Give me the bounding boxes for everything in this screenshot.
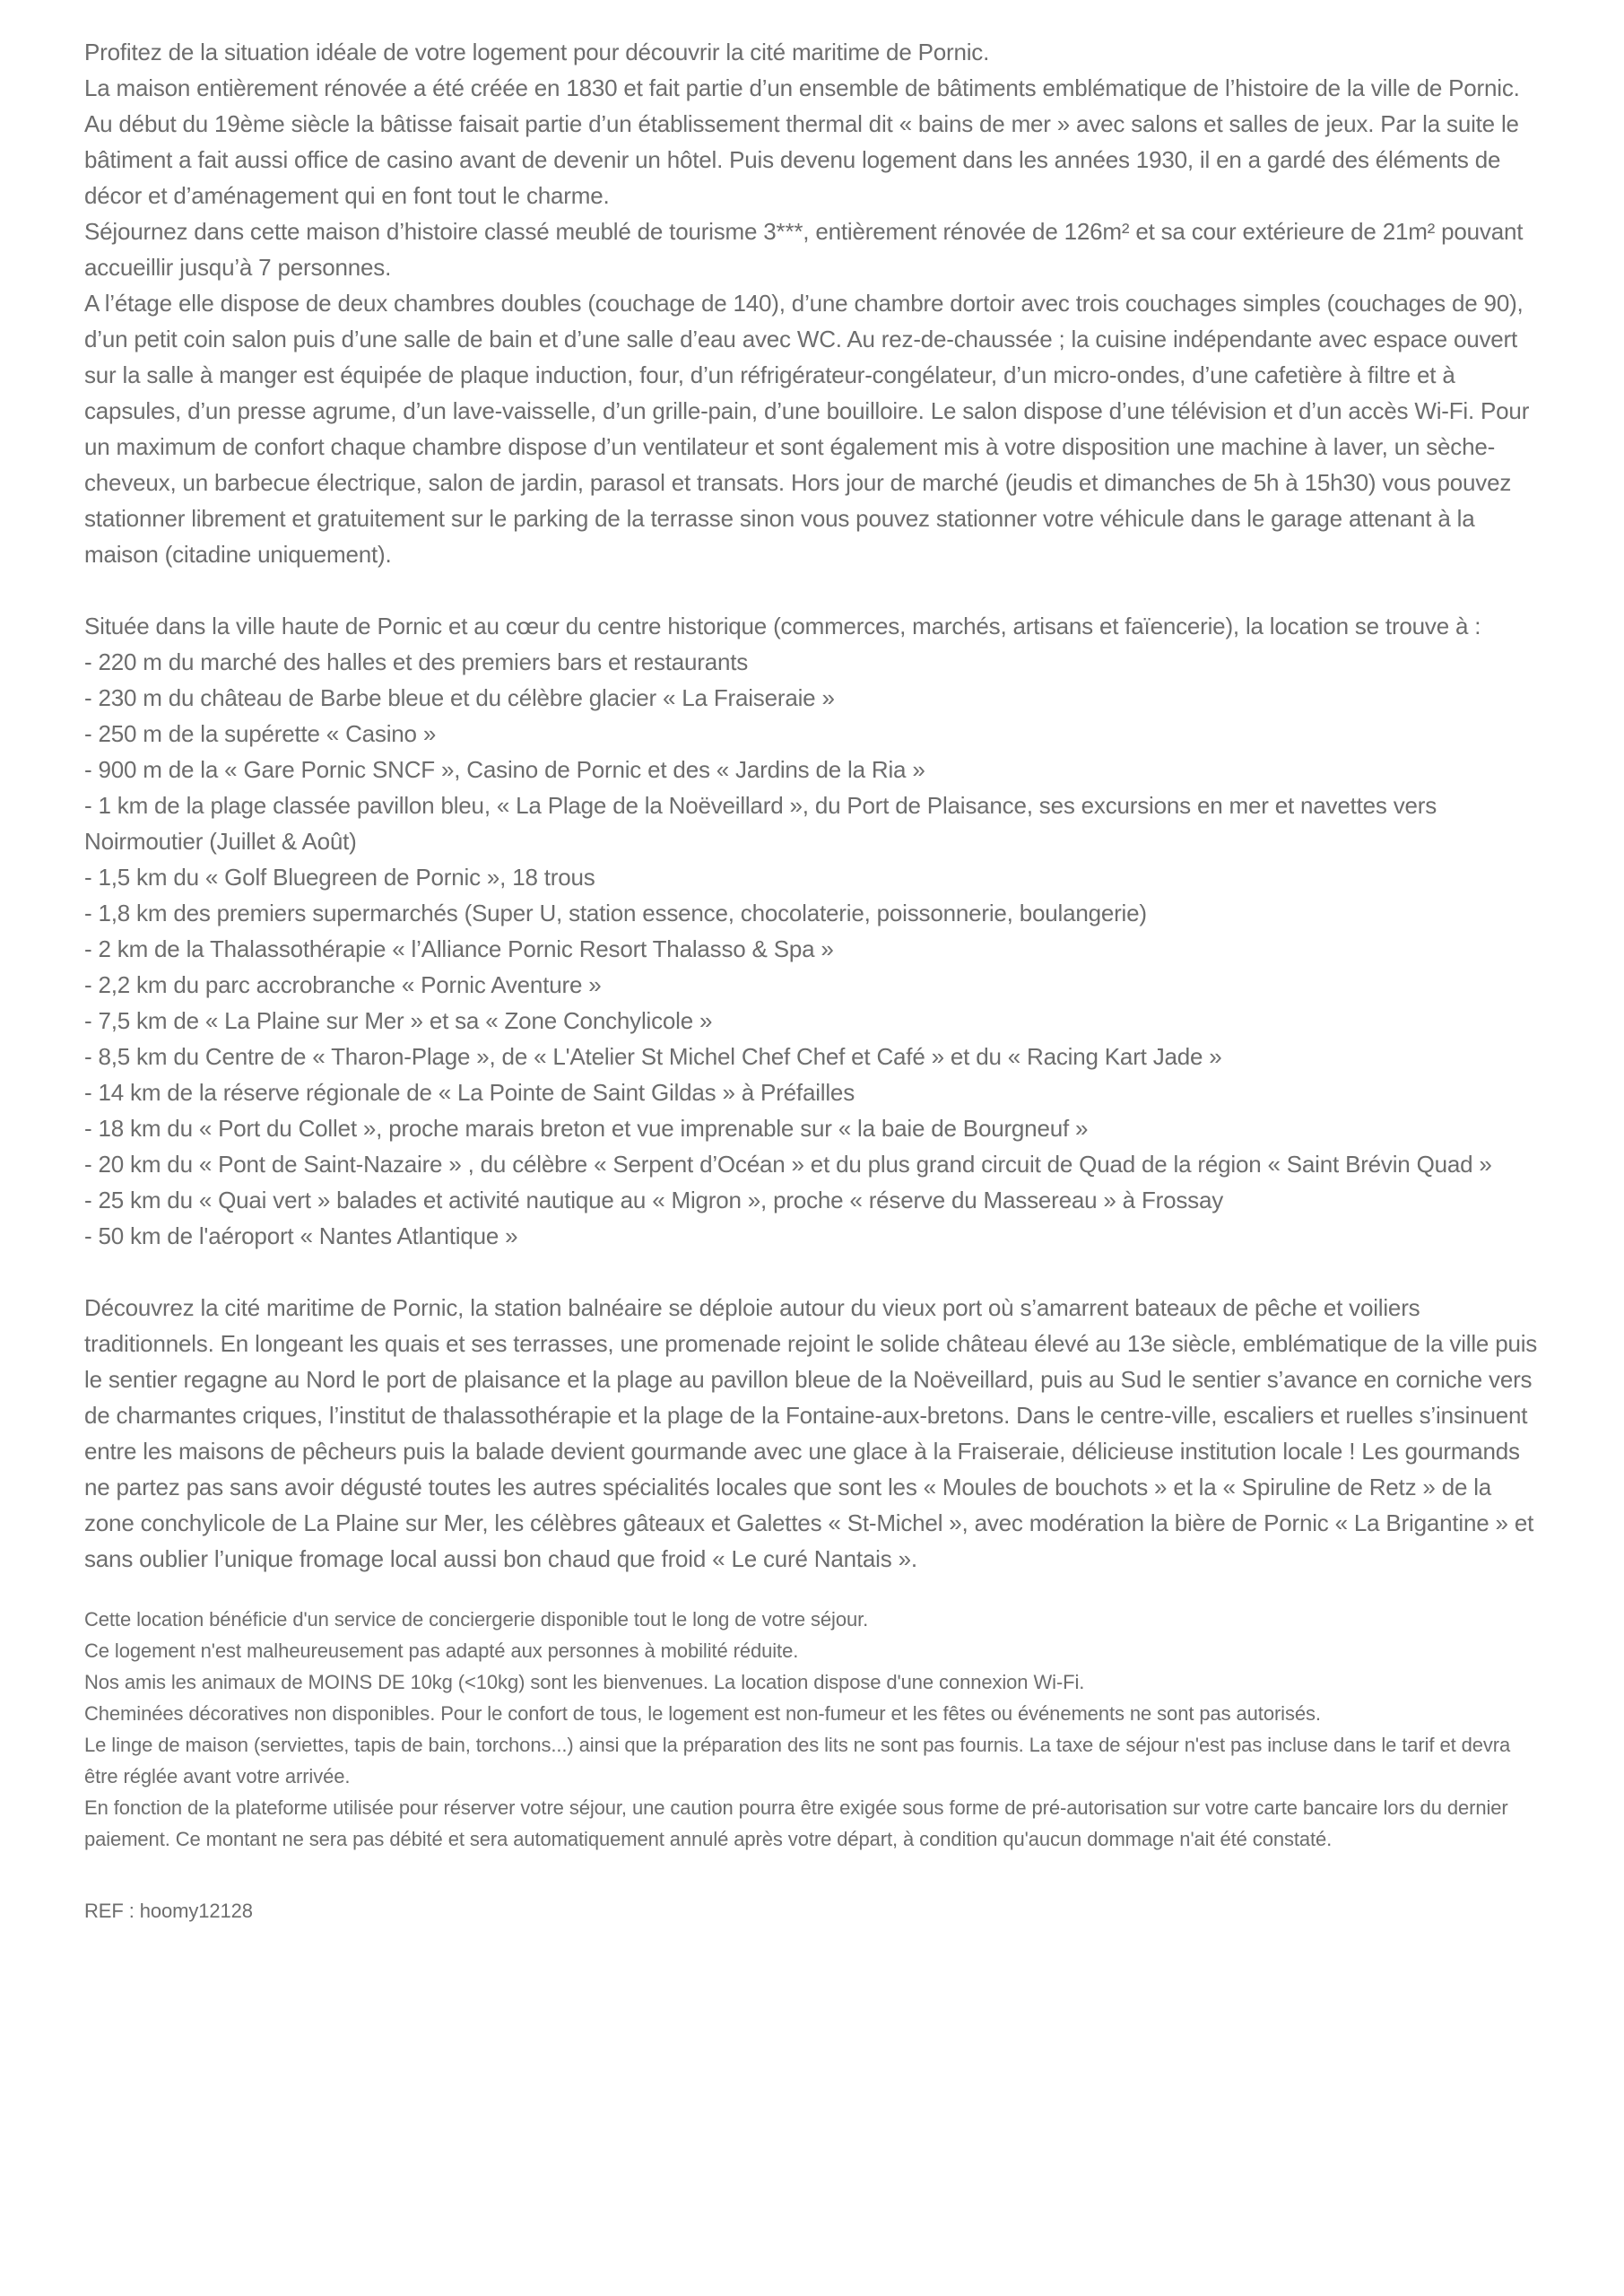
condition-line: Nos amis les animaux de MOINS DE 10kg (<10kg) sont les bienvenues. La location dispose d'une connexion Wi-Fi. <box>84 1671 1085 1693</box>
distance-item: - 220 m du marché des halles et des premiers bars et restaurants <box>84 648 749 675</box>
property-description-section <box>84 34 1541 572</box>
intro-paragraph: A l’étage elle dispose de deux chambres doubles (couchage de 140), d’une chambre dortoir avec trois couchages simples (couchages de 90), d’un petit coin salon puis d’une salle de bain et d’une salle d’eau avec WC. Au rez-de-chaussée ; la cuisine indépendante avec espace ouvert sur la salle à manger est équipée de plaque induction, four, d’un réfrigérateur-congélateur, d’un micro-ondes, d’une cafetière à filtre et à capsules, d’un presse agrume, d’un lave-vaisselle, d’un grille-pain, d’une bouilloire. Le salon dispose d’une télévision et d’un accès Wi-Fi. Pour un maximum de confort chaque chambre dispose d’un ventilateur et sont également mis à votre disposition une machine à laver, un sèche-cheveux, un barbecue électrique, salon de jardin, parasol et transats. Hors jour de marché (jeudis et dimanches de 5h à 15h30) vous pouvez stationner librement et gratuitement sur le parking de la terrasse sinon vous pouvez stationner votre véhicule dans le garage attenant à la maison (citadine uniquement). <box>84 290 1530 568</box>
location-intro: Située dans la ville haute de Pornic et au cœur du centre historique (commerces, marchés, artisans et faïencerie), la location se trouve à : <box>84 613 1481 639</box>
distance-item: - 230 m du château de Barbe bleue et du célèbre glacier « La Fraiseraie » <box>84 684 835 711</box>
discover-section <box>84 1290 1541 1577</box>
distance-item: - 900 m de la « Gare Pornic SNCF », Casino de Pornic et des « Jardins de la Ria » <box>84 756 925 783</box>
condition-line: Ce logement n'est malheureusement pas adapté aux personnes à mobilité réduite. <box>84 1639 799 1662</box>
reference-line: REF : hoomy12128 <box>84 1900 253 1922</box>
distance-item: - 25 km du « Quai vert » balades et activité nautique au « Migron », proche « réserve du Massereau » à Frossay <box>84 1187 1224 1213</box>
reference-section <box>84 1895 1541 1926</box>
intro-paragraph: La maison entièrement rénovée a été créée en 1830 et fait partie d’un ensemble de bâtiments emblématique de l’histoire de la ville de Pornic. Au début du 19ème siècle la bâtisse faisait partie d’un établissement thermal dit « bains de mer » avec salons et salles de jeux. Par la suite le bâtiment a fait aussi office de casino avant de devenir un hôtel. Puis devenu logement dans les années 1930, il en a gardé des éléments de décor et d’aménagement qui en font tout le charme. <box>84 74 1520 209</box>
location-distances-section <box>84 608 1541 1254</box>
intro-paragraph: Séjournez dans cette maison d’histoire classé meublé de tourisme 3***, entièrement rénovée de 126m² et sa cour extérieure de 21m² pouvant accueillir jusqu’à 7 personnes. <box>84 218 1524 281</box>
distance-item: - 18 km du « Port du Collet », proche marais breton et vue imprenable sur « la baie de Bourgneuf » <box>84 1115 1089 1142</box>
discover-paragraph: Découvrez la cité maritime de Pornic, la station balnéaire se déploie autour du vieux port où s’amarrent bateaux de pêche et voiliers traditionnels. En longeant les quais et ses terrasses, une promenade rejoint le solide château élevé au 13e siècle, emblématique de la ville puis le sentier regagne au Nord le port de plaisance et la plage au pavillon bleue de la Noëveillard, puis au Sud le sentier s’avance en corniche vers de charmantes criques, l’institut de thalassothérapie et la plage de la Fontaine-aux-bretons. Dans le centre-ville, escaliers et ruelles s’insinuent entre les maisons de pêcheurs puis la balade devient gourmande avec une glace à la Fraiseraie, délicieuse institution locale ! Les gourmands ne partez pas sans avoir dégusté toutes les autres spécialités locales que sont les « Moules de bouchots » et la « Spiruline de Retz » de la zone conchylicole de La Plaine sur Mer, les célèbres gâteaux et Galettes « St-Michel », avec modération la bière de Pornic « La Brigantine » et sans oublier l’unique fromage local aussi bon chaud que froid « Le curé Nantais ». <box>84 1294 1538 1572</box>
distance-item: - 2 km de la Thalassothérapie « l’Alliance Pornic Resort Thalasso & Spa » <box>84 935 834 962</box>
distance-item: - 7,5 km de « La Plaine sur Mer » et sa « Zone Conchylicole » <box>84 1007 713 1034</box>
distance-item: - 1,8 km des premiers supermarchés (Super U, station essence, chocolaterie, poissonnerie, boulangerie) <box>84 900 1147 926</box>
distance-item: - 2,2 km du parc accrobranche « Pornic Aventure » <box>84 971 602 998</box>
distance-item: - 14 km de la réserve régionale de « La Pointe de Saint Gildas » à Préfailles <box>84 1079 855 1106</box>
distance-item: - 1 km de la plage classée pavillon bleu, « La Plage de la Noëveillard », du Port de Plaisance, ses excursions en mer et navettes vers Noirmoutier (Juillet & Août) <box>84 792 1437 855</box>
distance-item: - 20 km du « Pont de Saint-Nazaire » , du célèbre « Serpent d’Océan » et du plus grand circuit de Quad de la région « Saint Brévin Quad » <box>84 1151 1492 1178</box>
intro-paragraph: Profitez de la situation idéale de votre logement pour découvrir la cité maritime de Pornic. <box>84 39 990 65</box>
condition-line: Cette location bénéficie d'un service de conciergerie disponible tout le long de votre séjour. <box>84 1608 869 1631</box>
distance-item: - 1,5 km du « Golf Bluegreen de Pornic », 18 trous <box>84 864 595 891</box>
condition-line: Le linge de maison (serviettes, tapis de bain, torchons...) ainsi que la préparation des lits ne sont pas fournis. La taxe de séjour n'est pas incluse dans le tarif et devra être réglée avant votre arrivée. <box>84 1734 1511 1787</box>
condition-line: En fonction de la plateforme utilisée pour réserver votre séjour, une caution pourra être exigée sous forme de pré-autorisation sur votre carte bancaire lors du dernier paiement. Ce montant ne sera pas débité et sera automatiquement annulé après votre départ, à condition qu'aucun dommage n'ait été constaté. <box>84 1796 1508 1850</box>
distance-item: - 250 m de la supérette « Casino » <box>84 720 437 747</box>
distance-item: - 8,5 km du Centre de « Tharon-Plage », de « L'Atelier St Michel Chef Chef et Café » et du « Racing Kart Jade » <box>84 1043 1222 1070</box>
conditions-section <box>84 1604 1541 1855</box>
distance-item: - 50 km de l'aéroport « Nantes Atlantique » <box>84 1222 518 1249</box>
condition-line: Cheminées décoratives non disponibles. Pour le confort de tous, le logement est non-fumeur et les fêtes ou événements ne sont pas autorisés. <box>84 1702 1321 1725</box>
